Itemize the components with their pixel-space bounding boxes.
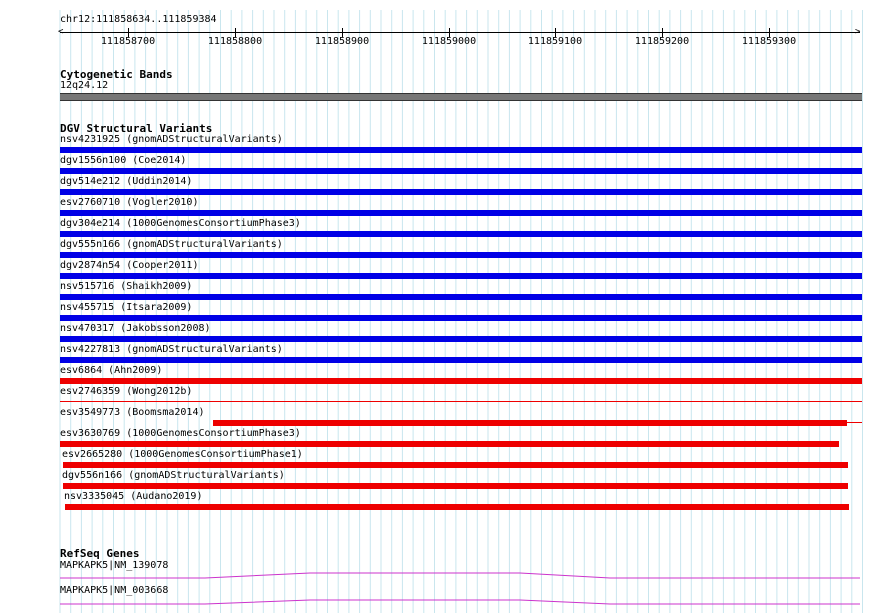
variant-label[interactable]: esv3630769 (1000GenomesConsortiumPhase3) bbox=[60, 428, 301, 439]
ruler-tick-label: 111859100 bbox=[527, 36, 583, 47]
variant-bar[interactable] bbox=[60, 252, 862, 258]
variant-bar[interactable] bbox=[63, 462, 848, 468]
variant-bar[interactable] bbox=[60, 147, 862, 153]
variant-bar[interactable] bbox=[60, 378, 862, 384]
variant-bar[interactable] bbox=[60, 189, 862, 195]
variant-bar[interactable] bbox=[60, 315, 862, 321]
variant-bar[interactable] bbox=[63, 483, 848, 489]
variant-label[interactable]: nsv4231925 (gnomADStructuralVariants) bbox=[60, 134, 283, 145]
transcript-label: MAPKAPK5|NM_139078 bbox=[60, 560, 169, 571]
ruler-tick-label: 111858900 bbox=[314, 36, 370, 47]
variant-label[interactable]: dgv555n166 (gnomADStructuralVariants) bbox=[60, 239, 283, 250]
transcript-line[interactable] bbox=[60, 573, 860, 578]
ruler-tick-label: 111859200 bbox=[634, 36, 690, 47]
variant-bar[interactable] bbox=[60, 401, 862, 402]
variant-label[interactable]: nsv455715 (Itsara2009) bbox=[60, 302, 193, 313]
variant-bar[interactable] bbox=[60, 231, 862, 237]
ruler-right-arrow-icon: > bbox=[855, 27, 861, 37]
variant-label[interactable]: nsv3335045 (Audano2019) bbox=[64, 491, 203, 502]
variant-bar[interactable] bbox=[60, 273, 862, 279]
transcript-label: MAPKAPK5|NM_003668 bbox=[60, 585, 169, 596]
refseq-track-title: RefSeq Genes bbox=[60, 547, 140, 560]
variant-bar[interactable] bbox=[60, 210, 862, 216]
dgv-track-title: DGV Structural Variants bbox=[60, 122, 213, 135]
ruler-left-arrow-icon: < bbox=[58, 27, 64, 37]
variant-label[interactable]: dgv2874n54 (Cooper2011) bbox=[60, 260, 199, 271]
ruler-tick-label: 111858700 bbox=[100, 36, 156, 47]
refseq-genes bbox=[0, 565, 890, 610]
variant-bar[interactable] bbox=[65, 504, 849, 510]
location-label: chr12:111858634..111859384 bbox=[60, 14, 217, 25]
variant-bar-tail bbox=[847, 422, 862, 423]
ruler-tick-label: 111859300 bbox=[741, 36, 797, 47]
cytogenetic-track-title: Cytogenetic Bands bbox=[60, 68, 173, 81]
variant-label[interactable]: dgv1556n100 (Coe2014) bbox=[60, 155, 187, 166]
variant-label[interactable]: dgv304e214 (1000GenomesConsortiumPhase3) bbox=[60, 218, 301, 229]
variant-label[interactable]: esv6864 (Ahn2009) bbox=[60, 365, 163, 376]
variant-bar[interactable] bbox=[60, 336, 862, 342]
variant-bar[interactable] bbox=[60, 357, 862, 363]
variant-bar[interactable] bbox=[60, 294, 862, 300]
ruler-line bbox=[60, 32, 860, 33]
variant-label[interactable]: esv2746359 (Wong2012b) bbox=[60, 386, 193, 397]
variant-bar[interactable] bbox=[60, 168, 862, 174]
variant-bar[interactable] bbox=[213, 420, 847, 426]
variant-label[interactable]: dgv556n166 (gnomADStructuralVariants) bbox=[62, 470, 285, 481]
cytoband-bar[interactable] bbox=[60, 93, 862, 101]
ruler-tick-label: 111858800 bbox=[207, 36, 263, 47]
variant-label[interactable]: nsv4227813 (gnomADStructuralVariants) bbox=[60, 344, 283, 355]
variant-bar[interactable] bbox=[60, 441, 839, 447]
variant-label[interactable]: esv3549773 (Boomsma2014) bbox=[60, 407, 205, 418]
variant-label[interactable]: dgv514e212 (Uddin2014) bbox=[60, 176, 193, 187]
cytoband-label: 12q24.12 bbox=[60, 80, 109, 91]
variant-label[interactable]: esv2760710 (Vogler2010) bbox=[60, 197, 199, 208]
transcript-line[interactable] bbox=[60, 600, 860, 604]
variant-label[interactable]: esv2665280 (1000GenomesConsortiumPhase1) bbox=[62, 449, 303, 460]
variant-label[interactable]: nsv470317 (Jakobsson2008) bbox=[60, 323, 211, 334]
variant-label[interactable]: nsv515716 (Shaikh2009) bbox=[60, 281, 193, 292]
ruler-tick-label: 111859000 bbox=[421, 36, 477, 47]
